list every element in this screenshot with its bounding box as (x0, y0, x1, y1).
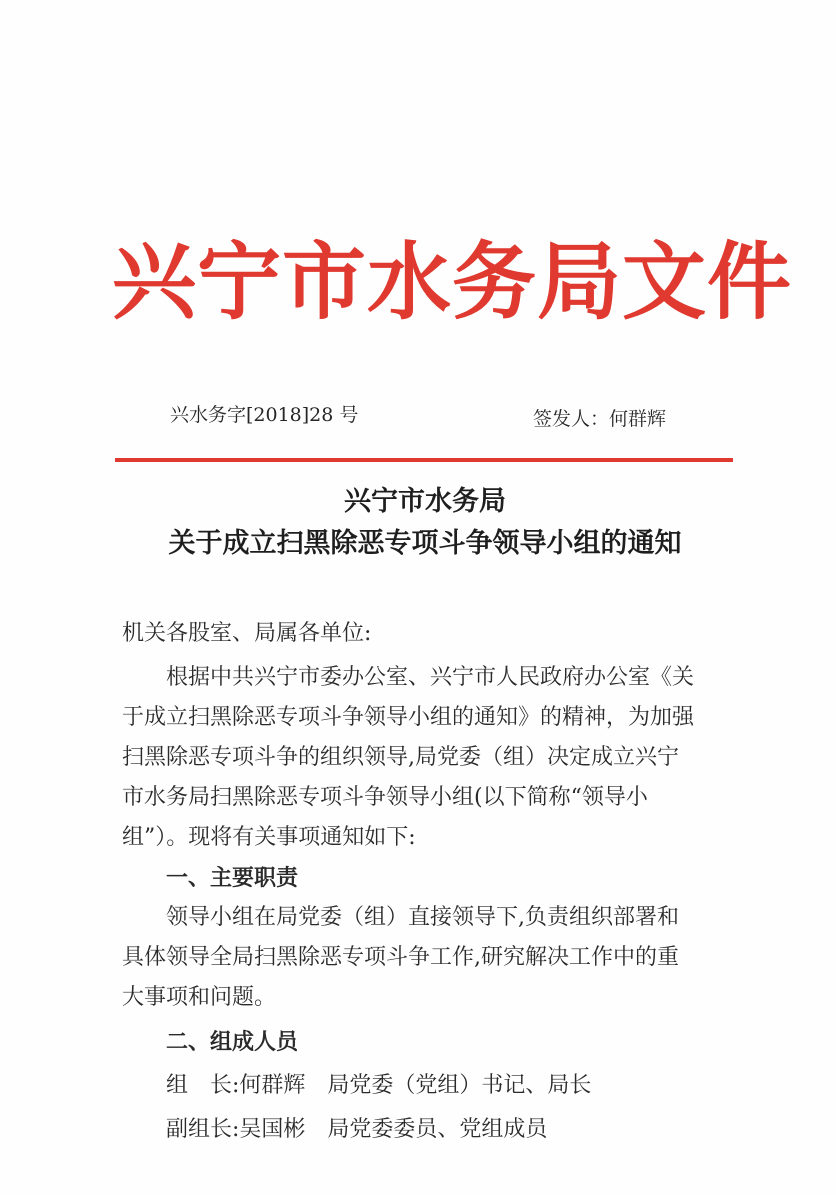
member-deputy-leader: 副组长:吴国彬 局党委委员、党组成员 (122, 1117, 548, 1142)
paragraph-2-line: 领导小组在局党委（组）直接领导下,负责组织部署和 (122, 905, 679, 930)
document-number: 兴水务字[2018]28 号 (170, 404, 359, 426)
signer: 签发人：何群辉 (533, 408, 667, 430)
document-title-line-1: 兴宁市水务局 (344, 486, 506, 517)
paragraph-2-line: 具体领导全局扫黑除恶专项斗争工作,研究解决工作中的重 (122, 945, 679, 970)
masthead-title: 兴宁市水务局文件 (112, 233, 793, 331)
paragraph-1-line: 组”）。现将有关事项通知如下: (122, 825, 416, 850)
paragraph-1-line: 扫黑除恶专项斗争的组织领导,局党委（组）决定成立兴宁 (122, 745, 679, 770)
paragraph-1-line: 市水务局扫黑除恶专项斗争领导小组(以下简称“领导小 (122, 785, 648, 810)
red-separator-line (115, 458, 733, 462)
salutation: 机关各股室、局属各单位: (122, 621, 372, 646)
paragraph-1-line: 根据中共兴宁市委办公室、兴宁市人民政府办公室《关 (122, 665, 695, 690)
document-title-line-2: 关于成立扫黑除恶专项斗争领导小组的通知 (168, 528, 682, 559)
paragraph-1-line: 于成立扫黑除恶专项斗争领导小组的通知》的精神，为加强 (122, 705, 695, 730)
section-1-heading: 一、主要职责 (122, 865, 299, 891)
section-2-heading: 二、组成人员 (122, 1029, 299, 1055)
paragraph-2-line: 大事项和问题。 (122, 985, 277, 1010)
member-leader: 组 长:何群辉 局党委（党组）书记、局长 (122, 1073, 592, 1098)
